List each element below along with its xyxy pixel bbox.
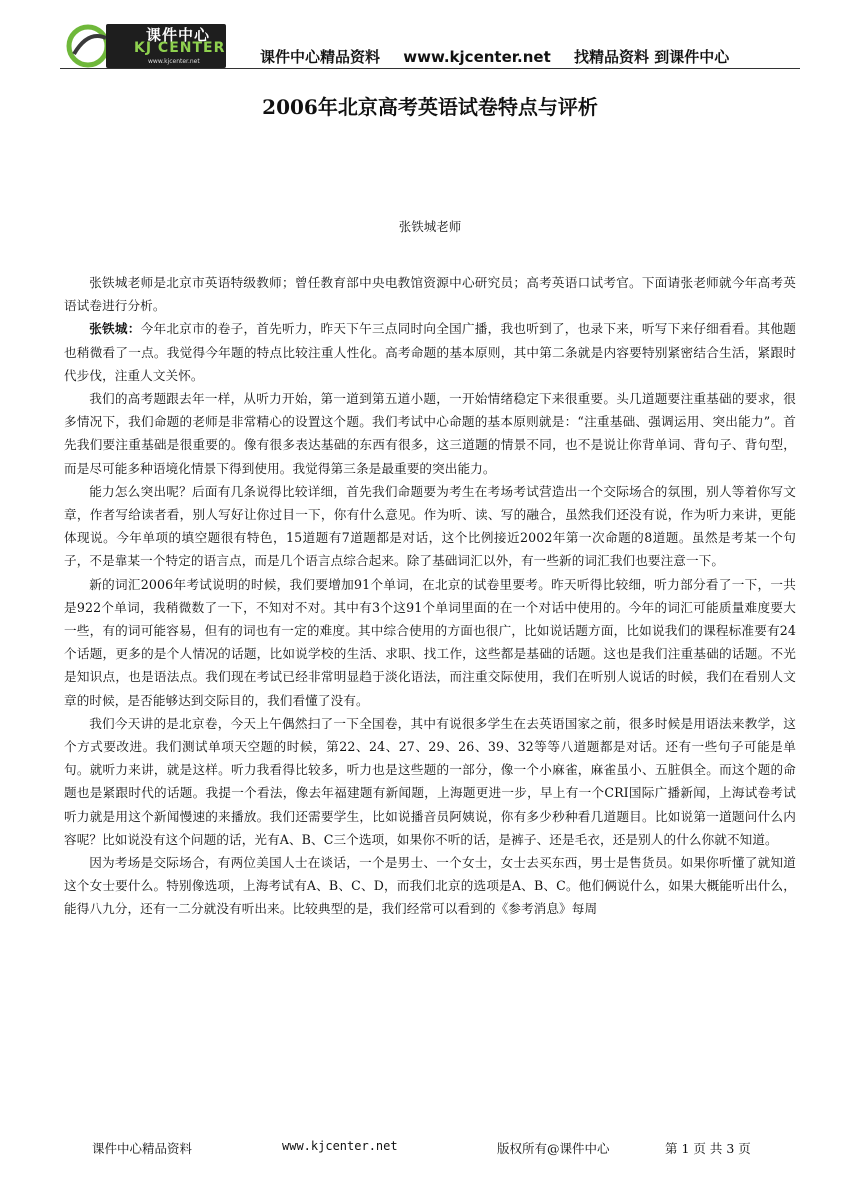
paragraph-2 — [64, 317, 796, 387]
paragraph-1 — [64, 271, 796, 317]
footer-site-text: 课件中心精品资料 — [92, 1141, 193, 1156]
paragraph-text: 张铁城老师是北京市英语特级教师；曾任教育部中央电教馆资源中心研究员；高考英语口试考官。下面请张老师就今年高考英语试卷进行分析。 — [64, 275, 796, 314]
paragraph-text: 新的词汇2006年考试说明的时候，我们要增加91个单词，在北京的试卷里要考。昨天听得比较细，听力部分看了一下，一共是922个单词，我稍微数了一下，不知对不对。其中有3个这91个单词里面的在一个对话中使用的。今年的词汇可能质量难度要大一些，有的词可能容易，但有的词也有一定的难度。其中综合使用的方面也很广，比如说话题方面，比如说我们的课程标准要有24个话题，更多的是个人情况的话题，比如说学校的生活、求职、找工作，这些都是基础的话题。这也是我们注重基础的话题。不光是知识点，也是语法点。我们现在考试已经非常明显趋于淡化语法，而注重交际使用，我们在听别人说话的时候，我们在看别人文章的时候，是否能够达到交际目的，我们看懂了没有。 — [64, 576, 796, 708]
paragraph-text: 今年北京市的卷子，首先听力，昨天下午三点同时向全国广播，我也听到了，也录下来，听写下来仔细看看。其他题也稍微看了一点。我觉得今年题的特点比较注重人性化。高考命题的基本原则，其中第二条就是内容要特别紧密结合生活，紧跟时代步伐，注重人文关怀。 — [64, 321, 796, 383]
paragraph-text: 我们今天讲的是北京卷，今天上午偶然扫了一下全国卷，其中有说很多学生在去英语国家之前，很多时候是用语法来教学，这个方式要改进。我们测试单项天空题的时候，第22、24、27、29、26、39、32等等八道题都是对话。还有一些句子可能是单句。就听力来讲，就是这样。听力我看得比较多，听力也是这些题的一部分，像一个小麻雀，麻雀虽小、五脏俱全。而这个题的命题也是紧跟时代的话题。我提一个看法，像去年福建题有新闻题，上海题更进一步，早上有一个CRI国际广播新闻，上海试卷考试听力就是用这个新闻慢速的来播放。我们还需要学生，比如说播音员阿姨说，你有多少秒种看几道题目。比如说第一道题问什么内容呢？比如说没有这个问题的话，光有A、B、C三个选项，如果你不听的话，是裤子、还是毛衣，还是别人的什么你就不知道。 — [64, 715, 796, 847]
page-header — [60, 20, 800, 72]
footer-url-link[interactable]: www.kjcenter.net — [282, 1139, 398, 1153]
logo-cn-text: 课件中心 — [146, 26, 211, 44]
paragraph-3 — [64, 387, 796, 480]
footer-page-number: 第 1 页 共 3 页 — [665, 1141, 751, 1156]
footer-copyright: 版权所有@课件中心 — [497, 1141, 610, 1156]
paragraph-4 — [64, 480, 796, 573]
header-right-text: 找精品资料 到课件中心 — [573, 48, 730, 66]
paragraph-text: 能力怎么突出呢？后面有几条说得比较详细，首先我们命题要为考生在考场考试营造出一个交际场合的氛围，别人等着你写文章，作者写给读者看，别人写好让你过目一下，你有什么意见。作为听、读、写的融合，虽然我们还没有说，作为听力来讲，更能体现说。今年单项的填空题很有特色，15道题有7道题都是对话，这个比例接近2002年第一次命题的8道题。虽然是考某一个句子，不是靠某一个特定的语言点，而是几个语言点综合起来。除了基础词汇以外，有一些新的词汇我们也要注意一下。 — [64, 483, 796, 569]
paragraph-speaker: 张铁城： — [89, 321, 141, 337]
paragraph-6 — [64, 712, 796, 851]
paragraph-7 — [64, 851, 796, 921]
paragraph-text: 我们的高考题跟去年一样，从听力开始，第一道到第五道小题，一开始情绪稳定下来很重要。头几道题要注重基础的要求，很多情况下，我们命题的老师是非常精心的设置这个题。我们考试中心命题的基本原则就是：“注重基础、强调运用、突出能力”。首先我们要注重基础是很重要的。像有很多表达基础的东西有很多，这三道题的情景不同，也不是说让你背单词、背句子、背句型，而是尽可能多种语境化情景下得到使用。我觉得第三条是最重要的突出能力。 — [64, 391, 796, 476]
header-url-link[interactable]: www.kjcenter.net — [403, 48, 551, 66]
logo-swoosh-icon — [66, 24, 110, 68]
page-footer — [0, 1139, 860, 1159]
paragraph-text: 因为考场是交际场合，有两位美国人士在谈话，一个是男士、一个女士，女士去买东西，男士是售货员。如果你听懂了就知道这个女士要什么。特别像选项，上海考试有A、B、C、D，而我们北京的选项是A、B、C。他们俩说什么，如果大概能听出什么，能得八九分，还有一二分就没有听出来。比较典型的是，我们经常可以看到的《参考消息》每周 — [64, 855, 796, 917]
kjcenter-logo — [66, 20, 226, 70]
document-body — [64, 271, 796, 921]
document-title: 2006年北京高考英语试卷特点与评析 — [262, 95, 598, 119]
header-tagline — [260, 46, 747, 67]
paragraph-5 — [64, 573, 796, 712]
header-divider — [60, 68, 800, 69]
header-left-text: 课件中心精品资料 — [260, 48, 381, 66]
document-author: 张铁城老师 — [398, 219, 462, 234]
logo-en-text: KJ CENTER — [134, 40, 226, 56]
logo-url-text: www.kjcenter.net — [148, 58, 200, 65]
